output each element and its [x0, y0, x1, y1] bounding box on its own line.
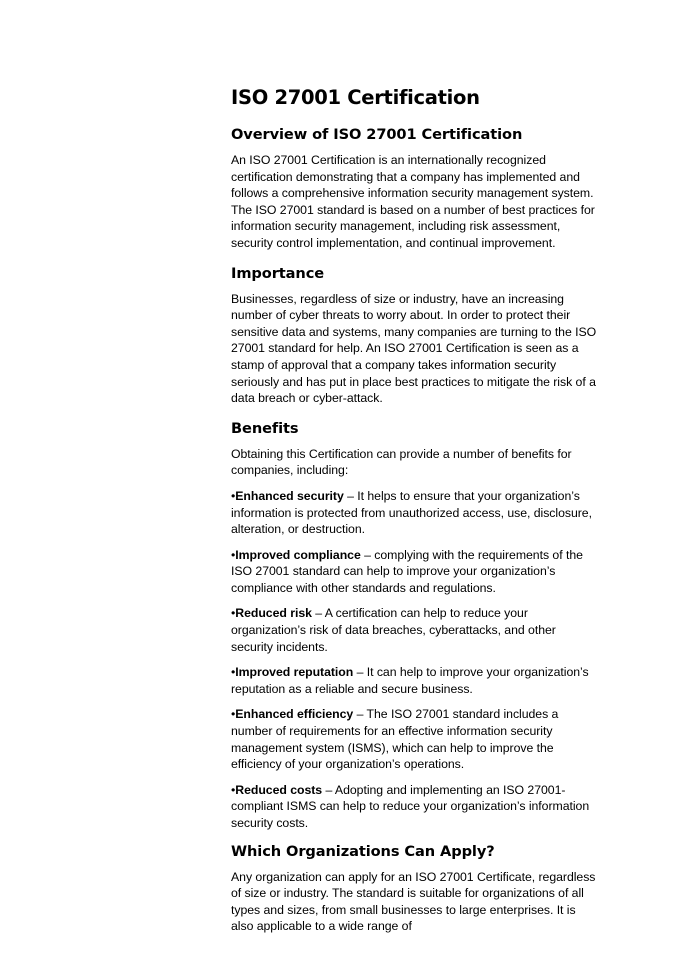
- bullet: •: [231, 707, 236, 722]
- benefit-term: Reduced costs: [235, 782, 323, 797]
- benefit-term: Reduced risk: [235, 606, 312, 621]
- benefit-item: [231, 664, 601, 697]
- section-heading-benefits: Benefits: [231, 419, 299, 437]
- benefit-text: – It helps to ensure that your organization’s information is protected from unauthorized access, use, disclosure, alteration, or destruction.: [231, 488, 592, 537]
- benefit-item: [231, 605, 601, 655]
- benefit-text: – A certification can help to reduce your organization’s risk of data breaches, cyberattacks, and other security incidents.: [231, 606, 556, 654]
- document-page: [231, 84, 601, 942]
- importance-paragraph: Businesses, regardless of size or industry, have an increasing number of cyber threats to worry about. In order to protect their sensitive data and systems, many companies are turning to the ISO 27001 standard for help. An ISO 27001 Certification is seen as a stamp of approval that a company takes information security seriously and has put in place best practices to mitigate the risk of a data breach or cyber-attack.: [231, 291, 597, 406]
- benefit-term: Enhanced security: [235, 488, 344, 503]
- benefit-item: [231, 547, 601, 597]
- bullet: •: [231, 665, 236, 680]
- benefit-term: Improved reputation: [235, 665, 354, 680]
- document-title: ISO 27001 Certification: [231, 86, 480, 109]
- bullet: •: [231, 547, 236, 562]
- bullet: •: [231, 488, 236, 503]
- benefit-term: Enhanced efficiency: [235, 707, 354, 722]
- bullet: •: [231, 782, 236, 797]
- benefit-item: [231, 488, 601, 538]
- section-heading-apply: Which Organizations Can Apply?: [231, 842, 495, 860]
- benefit-term: Improved compliance: [235, 547, 361, 562]
- overview-paragraph: An ISO 27001 Certification is an internationally recognized certification demonstrating that a company has implemented and follows a comprehensive information security management system. The ISO 27001 standard is based on a number of best practices for information security management, including risk assessment, security control implementation, and continual improvement.: [231, 153, 595, 250]
- section-heading-importance: Importance: [231, 264, 325, 282]
- benefit-text: – complying with the requirements of the ISO 27001 standard can help to improve your organization’s compliance with other standards and regulations.: [231, 547, 583, 595]
- section-importance: [231, 263, 601, 407]
- apply-paragraph: Any organization can apply for an ISO 27001 Certificate, regardless of size or industry. The standard is suitable for organizations of all types and sizes, from small businesses to large enterprises. It is also applicable to a wide range of: [231, 869, 596, 934]
- benefit-item: [231, 782, 601, 832]
- bullet: •: [231, 606, 236, 621]
- section-benefits: [231, 418, 601, 832]
- benefit-item: [231, 706, 601, 772]
- benefit-text: – Adopting and implementing an ISO 27001-compliant ISMS can help to reduce your organization’s information security costs.: [231, 782, 590, 830]
- section-heading-overview: Overview of ISO 27001 Certification: [231, 126, 523, 143]
- benefits-intro: Obtaining this Certification can provide a number of benefits for companies, including:: [231, 446, 572, 478]
- section-apply: [231, 841, 601, 935]
- benefit-text: – The ISO 27001 standard includes a number of requirements for an effective information security management system (ISMS), which can help to improve the efficiency of your organization’s operations.: [231, 707, 559, 772]
- benefit-text: – It can help to improve your organization’s reputation as a reliable and secure business.: [231, 665, 589, 696]
- section-overview: [231, 124, 601, 252]
